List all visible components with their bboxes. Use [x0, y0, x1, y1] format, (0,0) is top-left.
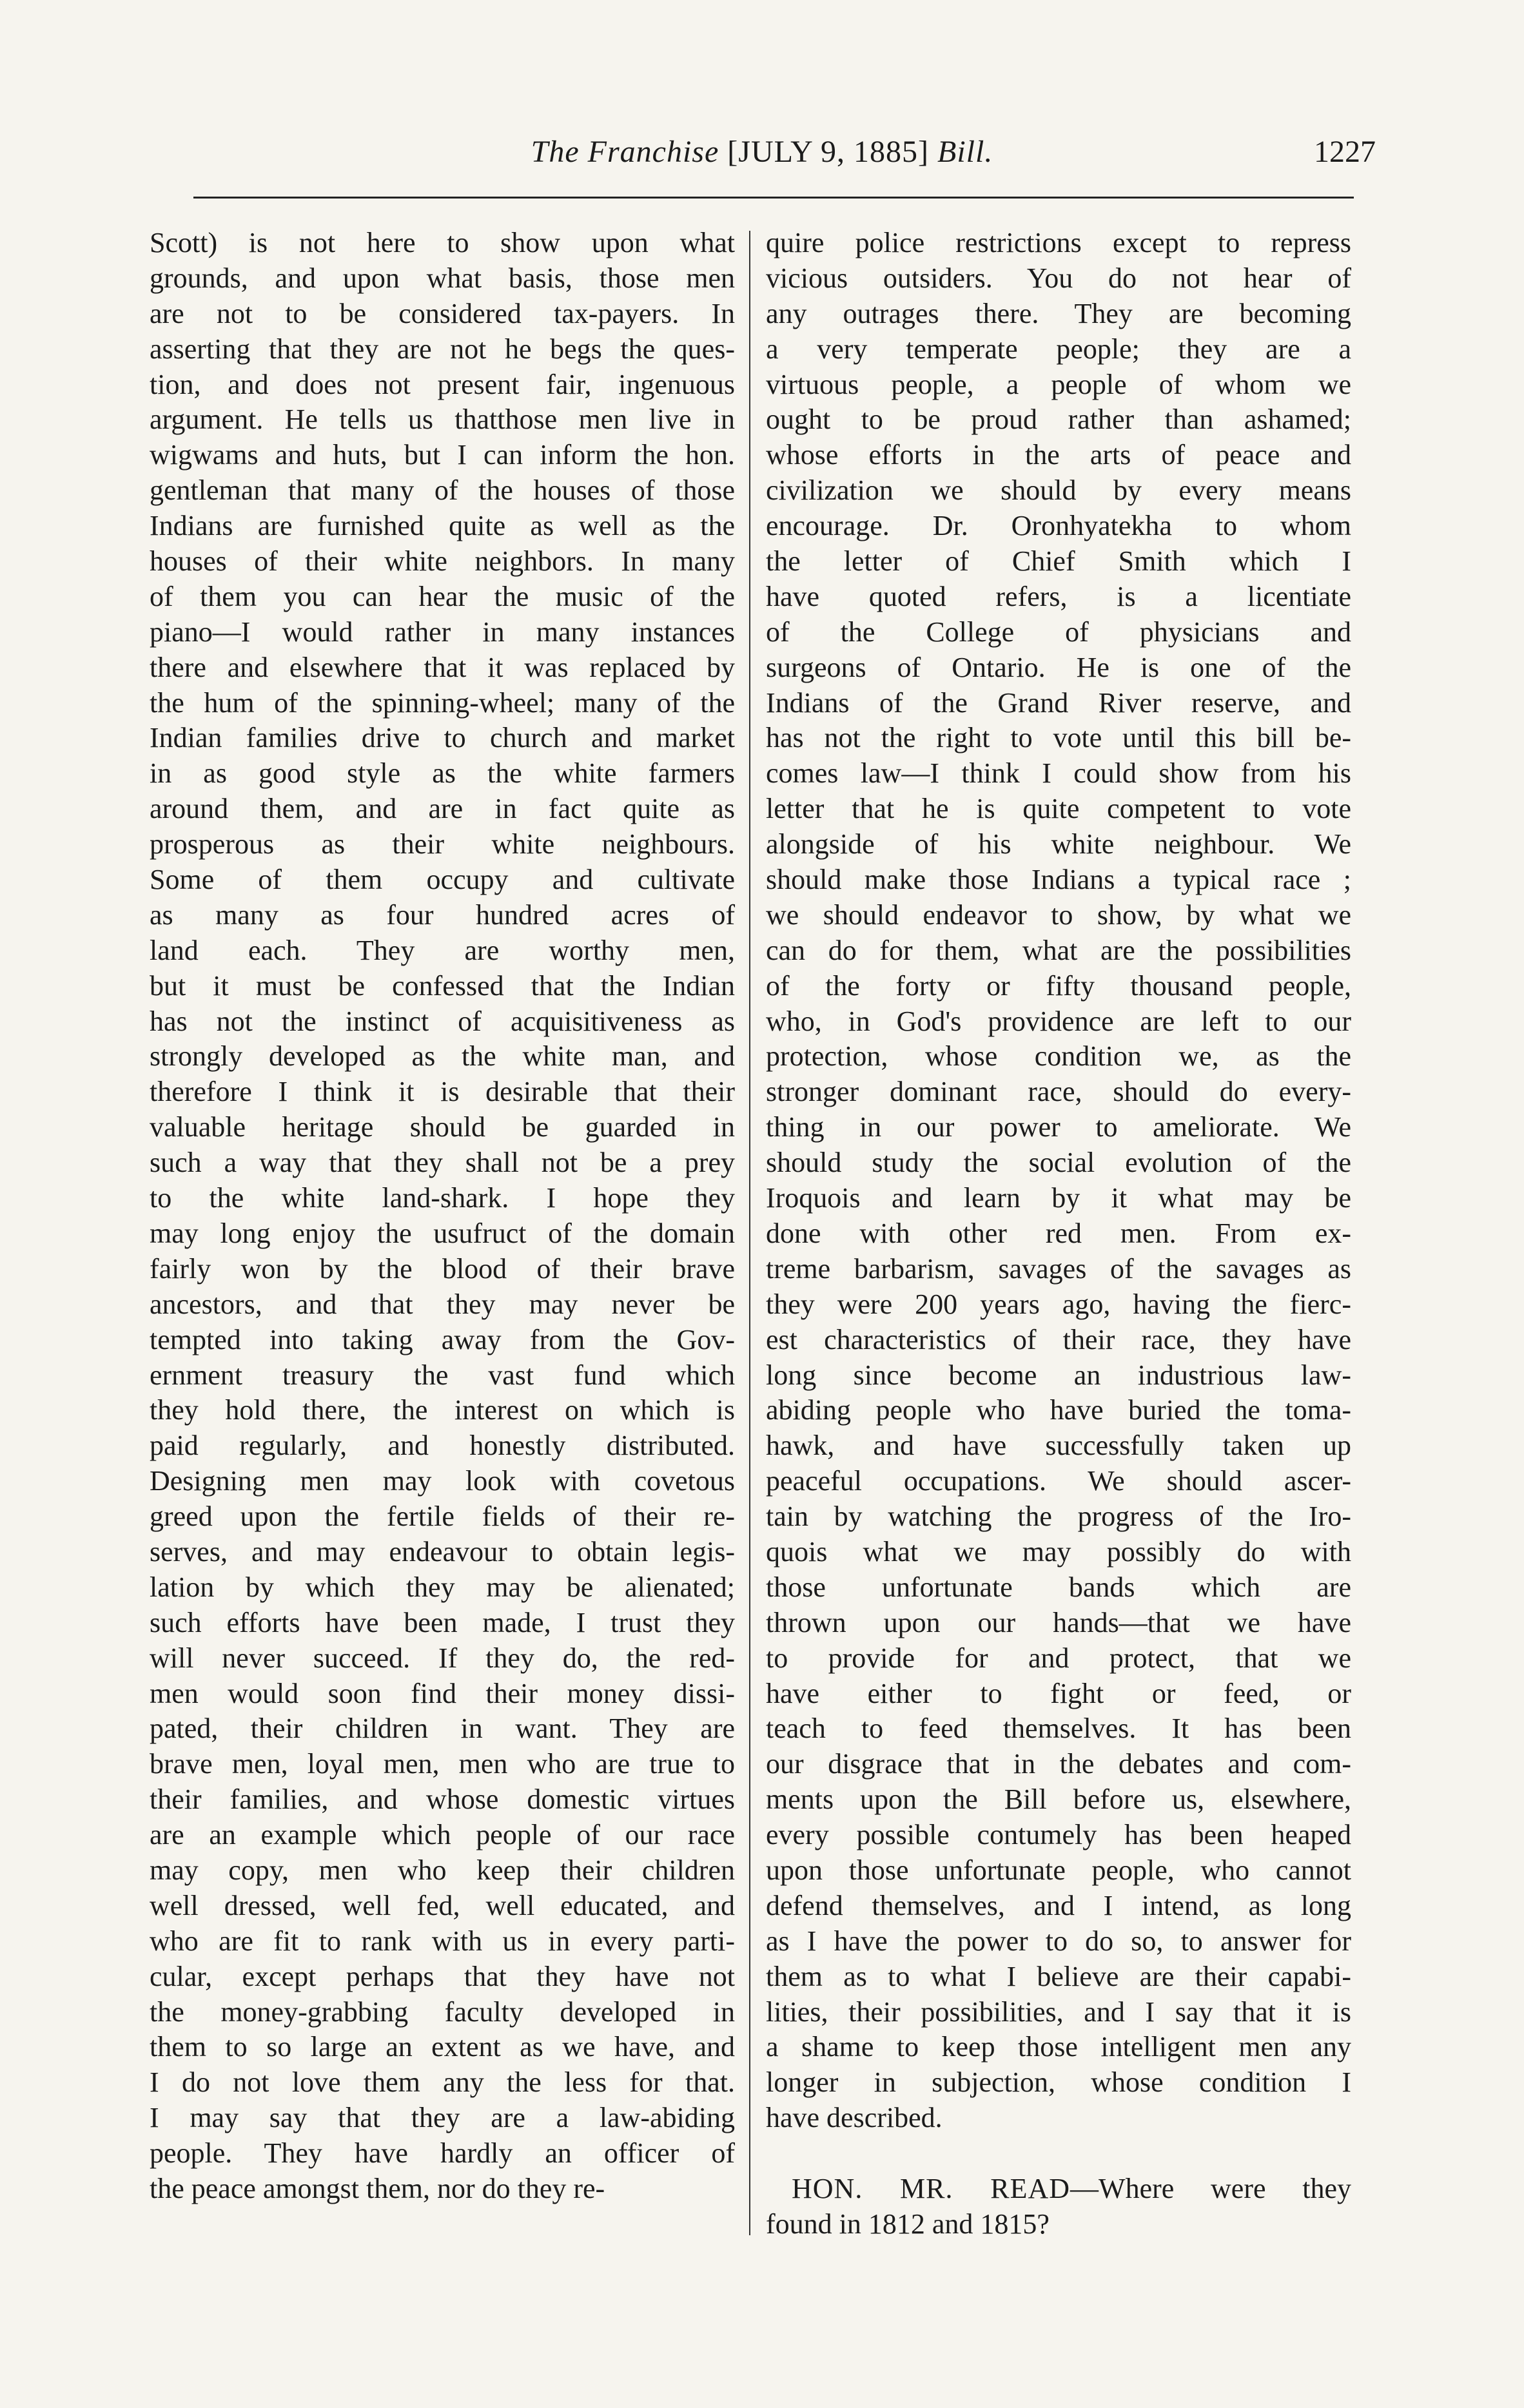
text-line: have described. [766, 2102, 943, 2134]
text-line: we should endeavor to show, by what we [766, 898, 1351, 931]
text-line: well dressed, well fed, well educated, and [150, 1889, 735, 1921]
text-line: have quoted refers, is a licentiate [766, 580, 1351, 612]
text-line: Designing men may look with covetous [150, 1465, 735, 1497]
text-line: Indians are furnished quite as well as the [150, 510, 735, 542]
text-line: they hold there, the interest on which is [150, 1394, 735, 1426]
text-line: longer in subjection, whose condition I [766, 2066, 1351, 2099]
speech-line [766, 2171, 1351, 2207]
text-line: vicious outsiders. You do not hear of [766, 262, 1351, 294]
text-line: them as to what I believe are their capabi- [766, 1960, 1351, 1992]
text-line: protection, whose condition we, as the [766, 1040, 1351, 1073]
text-line: ought to be proud rather than ashamed; [766, 403, 1351, 436]
text-line: civilization we should by every means [766, 474, 1351, 507]
text-line: thrown upon our hands—that we have [766, 1606, 1351, 1638]
text-line: piano—I would rather in many instances [150, 616, 735, 648]
text-line: are an example which people of our race [150, 1819, 735, 1851]
text-line: can do for them, what are the possibilities [766, 934, 1351, 966]
text-line: serves, and may endeavour to obtain legis- [150, 1535, 735, 1568]
text-line: to provide for and protect, that we [766, 1642, 1351, 1674]
text-line: Some of them occupy and cultivate [150, 864, 735, 896]
text-line: asserting that they are not he begs the ques- [150, 333, 735, 365]
text-line: quire police restrictions except to repress [766, 227, 1351, 258]
text-line: tain by watching the progress of the Iro- [766, 1500, 1351, 1533]
text-line: ments upon the Bill before us, elsewhere, [766, 1783, 1351, 1816]
text-line: are not to be considered tax-payers. In [150, 297, 735, 329]
text-line: pated, their children in want. They are [150, 1713, 735, 1745]
text-line: Indians of the Grand River reserve, and [766, 686, 1351, 719]
text-line: whose efforts in the arts of peace and [766, 439, 1351, 471]
text-line: paid regularly, and honestly distributed. [150, 1430, 735, 1462]
text-line: have either to fight or feed, or [766, 1677, 1351, 1709]
text-line: peaceful occupations. We should ascer- [766, 1465, 1351, 1497]
text-line: the letter of Chief Smith which I [766, 545, 1351, 578]
text-line: of them you can hear the music of the [150, 580, 735, 612]
text-line: letter that he is quite competent to vote [766, 793, 1351, 825]
text-line: est characteristics of their race, they have [766, 1323, 1351, 1355]
text-line: brave men, loyal men, men who are true to [150, 1748, 735, 1780]
text-line: quois what we may possibly do with [766, 1535, 1351, 1568]
text-line: but it must be confessed that the Indian [150, 969, 735, 1002]
column-divider [749, 231, 750, 2235]
text-line: around them, and are in fact quite as [150, 793, 735, 825]
text-line: our disgrace that in the debates and com- [766, 1748, 1351, 1780]
text-line: the money-grabbing faculty developed in [150, 1995, 735, 2028]
text-line: encourage. Dr. Oronhyatekha to whom [766, 510, 1351, 542]
text-line: will never succeed. If they do, the red- [150, 1642, 735, 1674]
text-line: valuable heritage should be guarded in [150, 1111, 735, 1143]
title-suffix: Bill. [937, 135, 993, 169]
text-line: of the College of physicians and [766, 616, 1351, 648]
speaker-name: HON. MR. READ [792, 2172, 1071, 2204]
text-line: strongly developed as the white man, and [150, 1040, 735, 1073]
text-line: greed upon the fertile fields of their re- [150, 1500, 735, 1533]
text-line: them to so large an extent as we have, and [150, 2031, 735, 2063]
text-line: has not the right to vote until this bill be- [766, 722, 1351, 754]
text-line: there and elsewhere that it was replaced by [150, 651, 735, 683]
text-line: as I have the power to do so, to answer for [766, 1925, 1351, 1957]
text-line: wigwams and huts, but I can inform the hon. [150, 439, 735, 471]
text-line: any outrages there. They are becoming [766, 297, 1351, 329]
text-line: men would soon find their money dissi- [150, 1677, 735, 1709]
text-line: stronger dominant race, should do every- [766, 1076, 1351, 1108]
right-column [766, 226, 1351, 2242]
text-line: therefore I think it is desirable that their [150, 1076, 735, 1108]
text-line: cular, except perhaps that they have not [150, 1960, 735, 1992]
paragraph-gap [766, 2136, 1351, 2171]
text-line: fairly won by the blood of their brave [150, 1252, 735, 1285]
speech-line: found in 1812 and 1815? [766, 2208, 1050, 2240]
text-line: their families, and whose domestic virtues [150, 1783, 735, 1816]
text-line: has not the instinct of acquisitiveness as [150, 1005, 735, 1037]
text-line: upon those unfortunate people, who cannot [766, 1854, 1351, 1886]
text-line: in as good style as the white farmers [150, 757, 735, 790]
text-line: people. They have hardly an officer of [150, 2137, 735, 2170]
text-line: a very temperate people; they are a [766, 333, 1351, 365]
text-line: may copy, men who keep their children [150, 1854, 735, 1886]
text-line: of the forty or fifty thousand people, [766, 969, 1351, 1002]
text-line: surgeons of Ontario. He is one of the [766, 651, 1351, 683]
text-line: the peace amongst them, nor do they re- [150, 2172, 605, 2204]
text-line: Scott) is not here to show upon what [150, 227, 735, 258]
text-line: a shame to keep those intelligent men any [766, 2031, 1351, 2063]
text-line: I do not love them any the less for that. [150, 2066, 735, 2099]
text-line: ancestors, and that they may never be [150, 1288, 735, 1320]
text-line: prosperous as their white neighbours. [150, 828, 735, 860]
text-line: lation by which they may be alienated; [150, 1571, 735, 1603]
text-line: ernment treasury the vast fund which [150, 1359, 735, 1391]
text-line: as many as four hundred acres of [150, 898, 735, 931]
text-line: argument. He tells us thatthose men live in [150, 403, 735, 436]
text-line: long since become an industrious law- [766, 1359, 1351, 1391]
text-line: I may say that they are a law-abiding [150, 2102, 735, 2134]
text-line: thing in our power to ameliorate. We [766, 1111, 1351, 1143]
text-line: lities, their possibilities, and I say that it is [766, 1995, 1351, 2028]
text-line: Indian families drive to church and market [150, 722, 735, 754]
text-line: should study the social evolution of the [766, 1147, 1351, 1179]
running-title [148, 134, 1376, 170]
text-line: defend themselves, and I intend, as long [766, 1889, 1351, 1921]
text-line: to the white land-shark. I hope they [150, 1182, 735, 1214]
text-line: such a way that they shall not be a prey [150, 1147, 735, 1179]
text-line: abiding people who have buried the toma- [766, 1394, 1351, 1426]
title-prefix: The Franchise [531, 135, 719, 169]
text-line: tempted into taking away from the Gov- [150, 1323, 735, 1355]
text-line: treme barbarism, savages of the savages as [766, 1252, 1351, 1285]
text-line: grounds, and upon what basis, those men [150, 262, 735, 294]
speech-text: —Where were they [1070, 2172, 1351, 2204]
text-line: land each. They are worthy men, [150, 934, 735, 966]
text-line: who are fit to rank with us in every parti- [150, 1925, 735, 1957]
text-line: they were 200 years ago, having the fierc- [766, 1288, 1351, 1320]
text-line: houses of their white neighbors. In many [150, 545, 735, 578]
text-line: every possible contumely has been heaped [766, 1819, 1351, 1851]
text-line: done with other red men. From ex- [766, 1217, 1351, 1249]
text-line: who, in God's providence are left to our [766, 1005, 1351, 1037]
text-line: hawk, and have successfully taken up [766, 1430, 1351, 1462]
text-line: tion, and does not present fair, ingenuous [150, 368, 735, 400]
text-line: the hum of the spinning-wheel; many of the [150, 686, 735, 719]
title-date: [JULY 9, 1885] [719, 135, 937, 169]
page-number: 1227 [1314, 135, 1376, 169]
header-rule [193, 197, 1354, 199]
text-line: alongside of his white neighbour. We [766, 828, 1351, 860]
text-line: Iroquois and learn by it what may be [766, 1182, 1351, 1214]
page-header [148, 134, 1376, 179]
text-line: those unfortunate bands which are [766, 1571, 1351, 1603]
text-line: may long enjoy the usufruct of the domain [150, 1217, 735, 1249]
text-line: comes law—I think I could show from his [766, 757, 1351, 790]
text-line: gentleman that many of the houses of those [150, 474, 735, 507]
text-line: virtuous people, a people of whom we [766, 368, 1351, 400]
text-line: should make those Indians a typical race ; [766, 864, 1351, 896]
text-line: teach to feed themselves. It has been [766, 1713, 1351, 1745]
text-line: such efforts have been made, I trust they [150, 1606, 735, 1638]
left-column [150, 226, 735, 2207]
